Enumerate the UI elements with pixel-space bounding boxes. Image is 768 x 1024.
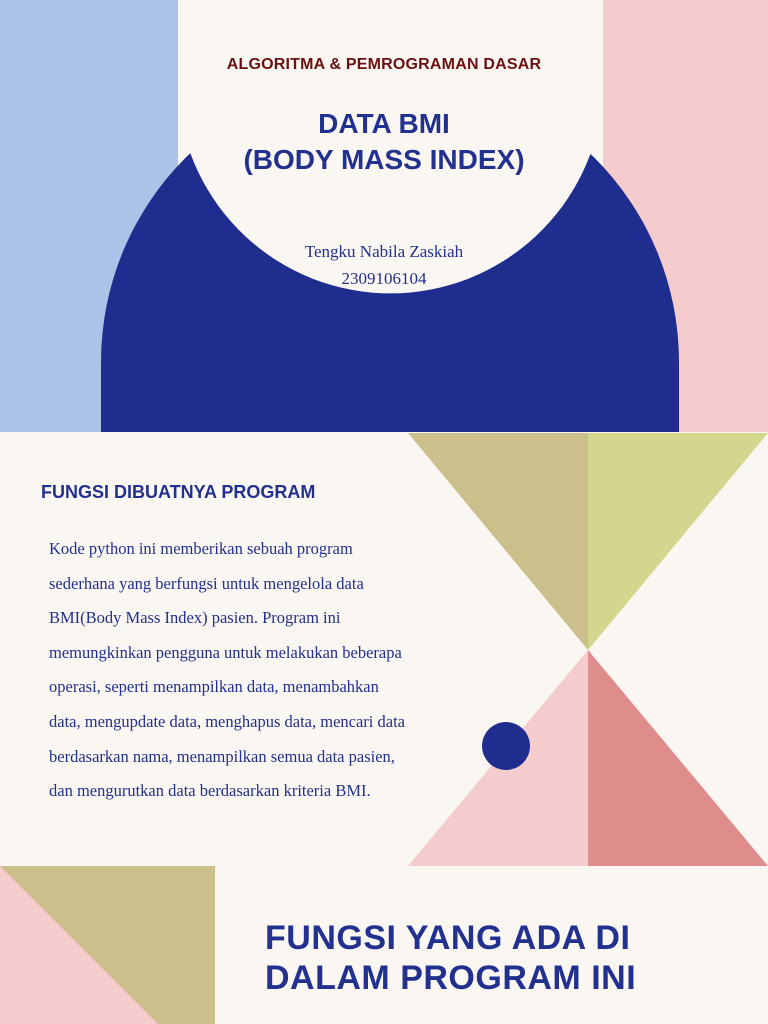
author-block xyxy=(0,238,768,292)
paragraph-line: operasi, seperti menampilkan data, menambahkan xyxy=(49,677,379,697)
title-line-2: (BODY MASS INDEX) xyxy=(243,144,525,175)
functions-heading-line-2: DALAM PROGRAM INI xyxy=(265,959,637,997)
paragraph-line: dan mengurutkan data berdasarkan kriteria BMI. xyxy=(49,781,371,801)
paragraph-line: sederhana yang berfungsi untuk mengelola data xyxy=(49,573,364,593)
author-name: Tengku Nabila Zaskiah xyxy=(304,242,464,261)
paragraph-line: data, mengupdate data, menghapus data, mencari data xyxy=(49,711,405,731)
paragraph-line: memungkinkan pengguna untuk melakukan beberapa xyxy=(49,642,402,662)
author-id: 2309106104 xyxy=(341,269,427,288)
paragraph-line: BMI(Body Mass Index) pasien. Program ini xyxy=(49,608,341,628)
course-subject: ALGORITMA & PEMROGRAMAN DASAR xyxy=(226,56,542,73)
salmon-triangle xyxy=(588,650,768,866)
functions-heading-line-1: FUNGSI YANG ADA DI xyxy=(265,919,631,957)
lime-triangle xyxy=(588,433,768,650)
title-line-1: DATA BMI xyxy=(318,108,450,139)
purpose-heading: FUNGSI DIBUATNYA PROGRAM xyxy=(41,482,316,502)
navy-dot xyxy=(482,722,530,770)
paragraph-line: berdasarkan nama, menampilkan semua data pasien, xyxy=(49,746,395,766)
page-title xyxy=(0,106,768,178)
functions-heading xyxy=(265,918,636,998)
paragraph-line: Kode python ini memberikan sebuah program xyxy=(49,539,353,558)
purpose-paragraph xyxy=(49,532,479,809)
